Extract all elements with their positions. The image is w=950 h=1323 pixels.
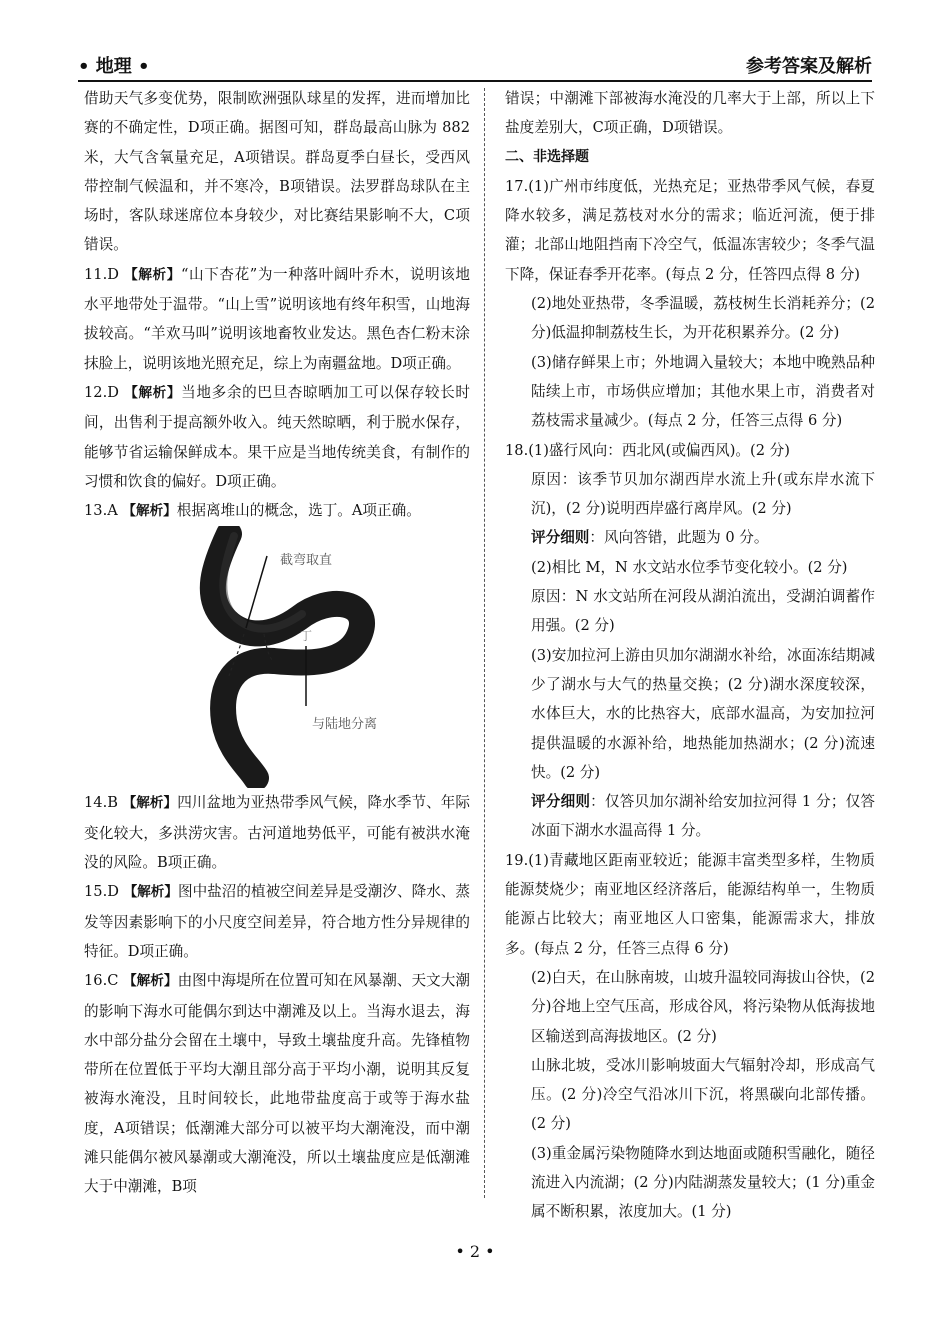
answer-number: 14.B [84, 794, 118, 812]
answer-q11 [84, 260, 470, 378]
label-cutoff: 截弯取直 [280, 553, 333, 569]
answer-q15 [84, 877, 470, 966]
answer-q16 [84, 966, 470, 1201]
answer-q18-part1 [505, 436, 875, 465]
answer-q18-part3: (3)安加拉河上游由贝加尔湖湖水补给，冰面冻结期减少了湖水与大气的热量交换；(2 分)湖水深度较深，水体巨大，水的比热容大，底部水温高，为安加拉河提供温暖的水源补给，地热能加热湖水；(2 分)流速快。(2 分) [531, 646, 875, 781]
answer-q19-part3: (3)重金属污染物随降水到达地面或随积雪融化，随径流进入内流湖；(2 分)内陆湖蒸发量较大；(1 分)重金属不断积累，浓度加大。(1 分) [531, 1144, 875, 1221]
q16-continuation: 错误；中潮滩下部被海水淹没的几率大于上部，所以上下盐度差别大，C项正确，D项错误。 [505, 90, 875, 137]
page-number: • 2 • [455, 1242, 495, 1261]
scoring-label: 评分细则 [531, 529, 590, 547]
answer-text: “山下杏花”为一种落叶阔叶乔木，说明该地水平地带处于温带。“山上雪”说明该地有终年积雪，山地海拔较高。“羊欢马叫”说明该地畜牧业发达。黑色杏仁粉末涂抹脸上，说明该地光照充足，综上为南疆盆地。D项正确。 [84, 265, 470, 372]
column-divider [484, 88, 485, 1198]
subject-header: • 地理 • [78, 56, 150, 77]
river-meander-drawing [84, 526, 470, 788]
answer-q19-north-slope: 山脉北坡，受冰川影响坡面大气辐射冷却，形成高气压。(2 分)冷空气沿冰川下沉，将黑碳向北部传播。(2 分) [531, 1056, 875, 1133]
right-column [505, 84, 875, 1227]
analysis-tag: 【解析】 [122, 503, 177, 520]
q10-continuation: 借助天气多变优势，限制欧洲强队球星的发挥，进而增加比赛的不确定性，D项正确。据图可知，群岛最高山脉为 882 米，大气含氧量充足，A项错误。群岛夏季白昼长，受西风带控制气候温和，并不寒冷，B项错误。法罗群岛球队在主场时，客队球迷席位本身较少，对比赛结果影响不大，C项错误。 [84, 90, 470, 254]
left-column [84, 84, 470, 1202]
answer-text: 图中盐沼的植被空间差异是受潮汐、降水、蒸发等因素影响下的小尺度空间差异，符合地方性分异规律的特征。D项正确。 [84, 883, 470, 960]
analysis-tag: 【解析】 [124, 384, 182, 401]
header-rule [78, 80, 872, 82]
answer-q18-scoring2 [505, 787, 875, 846]
answer-text: 当地多余的巴旦杏晾晒加工可以保存较长时间，出售利于提高额外收入。纯天然晾晒，利于脱水保存，能够节省运输保鲜成本。果干应是当地传统美食，有制作的习惯和饮食的偏好。D项正确。 [84, 383, 470, 490]
analysis-tag: 【解析】 [122, 795, 178, 812]
analysis-tag: 【解析】 [123, 973, 178, 990]
answer-q19-part2: (2)白天，在山脉南坡，山坡升温较同海拔山谷快，(2 分)谷地上空气压高，形成谷风，将污染物从低海拔地区输送到高海拔地区。(2 分) [531, 968, 875, 1045]
answer-q12 [84, 378, 470, 496]
answer-number: 12.D [84, 383, 119, 401]
scoring-text: ：风向答错，此题为 0 分。 [589, 529, 769, 547]
answer-text: 四川盆地为亚热带季风气候，降水季节、年际变化较大，多洪涝灾害。古河道地势低平，可能有被洪水淹没的风险。B项正确。 [84, 794, 470, 872]
answer-number: 13.A [84, 502, 118, 520]
answer-q17-part2: (2)地处亚热带，冬季温暖，荔枝树生长消耗养分；(2 分)低温抑制荔枝生长，为开花积累养分。(2 分) [531, 295, 875, 342]
answer-text: (1)盛行风向：西北风(或偏西风)。(2 分) [528, 441, 790, 459]
answer-q17-part1 [505, 172, 875, 289]
scoring-text: ：仅答贝加尔湖补给安加拉河得 1 分；仅答冰面下湖水水温高得 1 分。 [531, 793, 875, 840]
answer-key-header: 参考答案及解析 [746, 56, 872, 77]
answer-text: (1)广州市纬度低，光热充足；亚热带季风气候，春夏降水较多，满足荔枝对水分的需求；临近河流，便于排灌；北部山地阻挡南下冷空气，低温冻害较少；冬季气温下降，保证春季开花率。(每点 2 分，任答四点得 8 分) [505, 177, 875, 283]
section-heading: 二、非选择题 [505, 148, 589, 165]
oxbow-diagram [84, 526, 470, 788]
analysis-tag: 【解析】 [123, 884, 178, 901]
scoring-label: 评分细则 [531, 793, 591, 811]
answer-text: 由图中海堤所在位置可知在风暴潮、天文大潮的影响下海水可能偶尔到达中潮滩及以上。当海水退去，海水中部分盐分会留在土壤中，导致土壤盐度升高。先锋植物带所在位置低于平均大潮且部分高于平均小潮，说明其反复被海水淹没，且时间较长，此地带盐度高于或等于海水盐度，A项错误；低潮滩大部分可以被平均大潮淹没，而中潮滩只能偶尔被风暴潮或大潮淹没，所以土壤盐度应是低潮滩大于中潮滩，B项 [84, 972, 470, 1196]
analysis-tag: 【解析】 [124, 266, 181, 283]
answer-text: (1)青藏地区距南亚较近；能源丰富类型多样，生物质能源焚烧少；南亚地区经济落后，能源结构单一，生物质能源占比较大；南亚地区人口密集，能源需求大，排放多。(每点 2 分，任答三点得 6 分) [505, 851, 875, 957]
answer-number: 17. [505, 177, 529, 195]
answer-number: 11.D [84, 265, 119, 283]
label-separation: 与陆地分离 [312, 717, 378, 733]
answer-q18-scoring [505, 523, 875, 552]
answer-q14 [84, 788, 470, 877]
answer-number: 16.C [84, 972, 119, 990]
answer-q17-part3: (3)储存鲜果上市；外地调入量较大；本地中晚熟品种陆续上市，市场供应增加；其他水果上市，消费者对荔枝需求量减少。(每点 2 分，任答三点得 6 分) [531, 353, 875, 430]
answer-q18-reason2: 原因：N 水文站所在河段从湖泊流出，受湖泊调蓄作用强。(2 分) [531, 588, 875, 635]
answer-q18-reason: 原因：该季节贝加尔湖西岸水流上升(或东岸水流下沉)，(2 分)说明西岸盛行离岸风。(2 分) [531, 470, 875, 518]
answer-q13 [84, 496, 470, 526]
answer-q19-part1 [505, 846, 875, 963]
answer-number: 19. [505, 851, 529, 869]
label-ding: 丁 [300, 629, 313, 644]
answer-q18-part2: (2)相比 M，N 水文站水位季节变化较小。(2 分) [531, 558, 848, 576]
answer-number: 15.D [84, 883, 119, 901]
label-leader-top [246, 556, 267, 628]
answer-text: 根据离堆山的概念，选丁。A项正确。 [176, 502, 421, 520]
answer-number: 18. [505, 441, 529, 459]
